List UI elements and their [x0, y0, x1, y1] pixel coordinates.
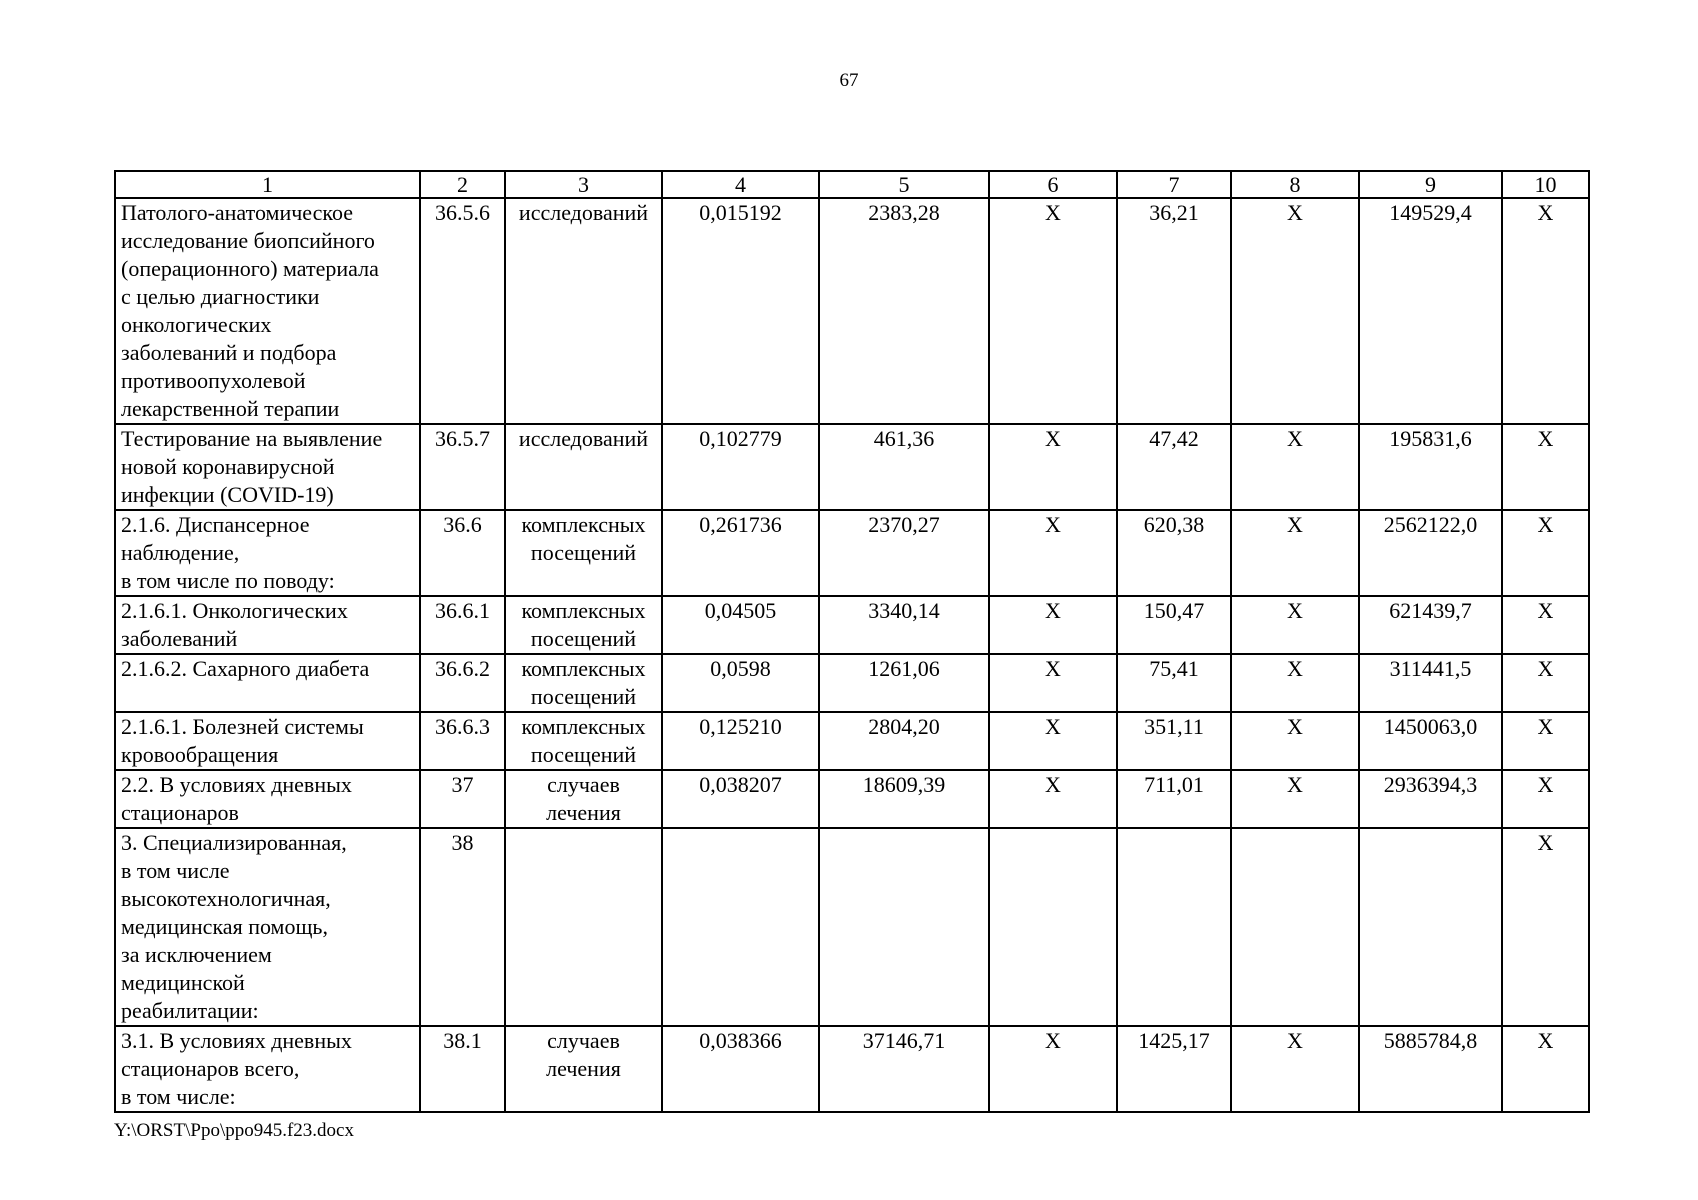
cell-text: 2.1.6. Диспансерное наблюдение, в том числе по поводу: — [121, 512, 335, 593]
header-cell-3: 3 — [505, 171, 662, 198]
row-value-cell-8 — [1231, 1026, 1359, 1112]
row-unit-cell — [505, 596, 662, 654]
row-value-cell-5 — [819, 596, 989, 654]
cell-text: 620,38 — [1143, 512, 1205, 537]
row-value-cell-7 — [1117, 198, 1231, 424]
row-value-cell-8 — [1231, 510, 1359, 596]
row-name-cell — [115, 654, 420, 712]
row-value-cell-10 — [1502, 654, 1589, 712]
cell-text: Х — [1045, 656, 1061, 681]
cell-text: Х — [1045, 598, 1061, 623]
row-name-cell — [115, 770, 420, 828]
cell-text: 1261,06 — [868, 656, 940, 681]
cell-text: 0,261736 — [699, 512, 782, 537]
cell-text: Х — [1537, 714, 1554, 739]
row-code-cell — [420, 1026, 505, 1112]
row-value-cell-9 — [1359, 770, 1502, 828]
row-value-cell-8 — [1231, 424, 1359, 510]
row-value-cell-6 — [989, 198, 1117, 424]
row-value-cell-6 — [989, 1026, 1117, 1112]
cell-text: Х — [1287, 772, 1303, 797]
header-cell-8: 8 — [1231, 171, 1359, 198]
cell-text: Х — [1045, 426, 1061, 451]
header-cell-6: 6 — [989, 171, 1117, 198]
header-cell-9: 9 — [1359, 171, 1502, 198]
cell-text: 1425,17 — [1138, 1028, 1210, 1053]
cell-text: 36.6 — [443, 512, 482, 537]
row-value-cell-4 — [662, 424, 819, 510]
cell-text: Х — [1537, 426, 1554, 451]
row-value-cell-5 — [819, 1026, 989, 1112]
table-header-row — [115, 171, 1589, 198]
page-number: 67 — [839, 70, 859, 91]
row-value-cell-7 — [1117, 424, 1231, 510]
cell-text: Х — [1045, 772, 1061, 797]
row-unit-cell — [505, 510, 662, 596]
row-value-cell-4 — [662, 654, 819, 712]
row-unit-cell — [505, 770, 662, 828]
row-value-cell-10 — [1502, 828, 1589, 1026]
row-name-cell — [115, 828, 420, 1026]
cell-text: Х — [1537, 200, 1554, 225]
header-cell-7: 7 — [1117, 171, 1231, 198]
cell-text: 37146,71 — [862, 1028, 946, 1053]
row-value-cell-8 — [1231, 828, 1359, 1026]
cell-text: Х — [1537, 598, 1554, 623]
cell-text: Х — [1045, 714, 1061, 739]
cell-text: 311441,5 — [1389, 656, 1472, 681]
cell-text: 0,015192 — [699, 200, 782, 225]
cell-text: Х — [1287, 426, 1303, 451]
cell-text: 36,21 — [1149, 200, 1199, 225]
table-row — [115, 510, 1589, 596]
row-value-cell-8 — [1231, 712, 1359, 770]
row-value-cell-10 — [1502, 1026, 1589, 1112]
row-value-cell-10 — [1502, 424, 1589, 510]
cell-text: 711,01 — [1144, 772, 1204, 797]
row-value-cell-6 — [989, 424, 1117, 510]
cell-text: Х — [1045, 1028, 1061, 1053]
row-value-cell-6 — [989, 654, 1117, 712]
row-unit-cell — [505, 424, 662, 510]
table-row — [115, 424, 1589, 510]
row-unit-cell — [505, 828, 662, 1026]
cell-text: комплексных посещений — [521, 598, 646, 651]
row-code-cell — [420, 198, 505, 424]
cell-text: 2383,28 — [868, 200, 940, 225]
row-value-cell-4 — [662, 770, 819, 828]
cell-text: комплексных посещений — [521, 656, 646, 709]
table-row — [115, 1026, 1589, 1112]
cell-text: Х — [1287, 200, 1303, 225]
row-value-cell-7 — [1117, 510, 1231, 596]
cell-text: Х — [1287, 714, 1303, 739]
row-value-cell-5 — [819, 510, 989, 596]
row-code-cell — [420, 712, 505, 770]
cell-text: 2.1.6.1. Болезней системы кровообращения — [121, 714, 364, 767]
row-name-cell — [115, 510, 420, 596]
table-row — [115, 712, 1589, 770]
cell-text: 36.6.2 — [435, 656, 490, 681]
cell-text: Х — [1045, 200, 1061, 225]
cell-text: 36.6.1 — [435, 598, 490, 623]
row-value-cell-5 — [819, 654, 989, 712]
row-value-cell-5 — [819, 770, 989, 828]
cell-text: 38.1 — [443, 1028, 482, 1053]
row-unit-cell — [505, 198, 662, 424]
cell-text: 0,038207 — [699, 772, 782, 797]
row-value-cell-7 — [1117, 828, 1231, 1026]
row-value-cell-9 — [1359, 654, 1502, 712]
cell-text: Х — [1537, 772, 1554, 797]
cell-text: случаев лечения — [546, 772, 621, 825]
row-value-cell-4 — [662, 712, 819, 770]
cell-text: Х — [1537, 656, 1554, 681]
row-value-cell-5 — [819, 424, 989, 510]
row-value-cell-6 — [989, 596, 1117, 654]
cell-text: 621439,7 — [1389, 598, 1472, 623]
cell-text: 36.6.3 — [435, 714, 490, 739]
cell-text: 2936394,3 — [1383, 772, 1478, 797]
cell-text: 3.1. В условиях дневных стационаров всего, в том числе: — [121, 1028, 352, 1109]
row-value-cell-7 — [1117, 596, 1231, 654]
header-cell-1: 1 — [115, 171, 420, 198]
row-name-cell — [115, 424, 420, 510]
row-value-cell-6 — [989, 510, 1117, 596]
row-value-cell-8 — [1231, 596, 1359, 654]
cell-text: 5885784,8 — [1383, 1028, 1478, 1053]
table-row — [115, 198, 1589, 424]
row-value-cell-10 — [1502, 712, 1589, 770]
row-value-cell-4 — [662, 510, 819, 596]
row-value-cell-6 — [989, 770, 1117, 828]
cell-text: 2.2. В условиях дневных стационаров — [121, 772, 352, 825]
cell-text: случаев лечения — [546, 1028, 621, 1081]
cell-text: 2.1.6.2. Сахарного диабета — [121, 656, 370, 681]
cell-text: 195831,6 — [1389, 426, 1472, 451]
cell-text: Х — [1045, 512, 1061, 537]
cell-text: 0,04505 — [704, 598, 777, 623]
header-cell-4: 4 — [662, 171, 819, 198]
row-value-cell-4 — [662, 198, 819, 424]
cell-text: Х — [1287, 512, 1303, 537]
cell-text: 2370,27 — [868, 512, 940, 537]
row-value-cell-5 — [819, 712, 989, 770]
cell-text: 3340,14 — [868, 598, 940, 623]
row-value-cell-6 — [989, 828, 1117, 1026]
cell-text: 0,038366 — [699, 1028, 782, 1053]
cell-text: Х — [1287, 598, 1303, 623]
cell-text: 150,47 — [1143, 598, 1205, 623]
cell-text: 36.5.6 — [435, 200, 490, 225]
row-code-cell — [420, 828, 505, 1026]
cell-text: комплексных посещений — [521, 512, 646, 565]
cell-text: 0,0598 — [710, 656, 771, 681]
row-name-cell — [115, 596, 420, 654]
row-value-cell-10 — [1502, 510, 1589, 596]
cell-text: комплексных посещений — [521, 714, 646, 767]
row-unit-cell — [505, 654, 662, 712]
row-unit-cell — [505, 712, 662, 770]
cell-text: 2.1.6.1. Онкологических заболеваний — [121, 598, 348, 651]
row-value-cell-5 — [819, 828, 989, 1026]
row-code-cell — [420, 770, 505, 828]
cell-text: 2562122,0 — [1383, 512, 1478, 537]
row-code-cell — [420, 510, 505, 596]
table-row — [115, 596, 1589, 654]
cell-text: 37 — [451, 772, 474, 797]
cell-text: Х — [1537, 512, 1554, 537]
header-cell-5: 5 — [819, 171, 989, 198]
row-code-cell — [420, 654, 505, 712]
cell-text: 1450063,0 — [1383, 714, 1478, 739]
row-value-cell-8 — [1231, 654, 1359, 712]
cell-text: Х — [1287, 1028, 1303, 1053]
row-value-cell-4 — [662, 596, 819, 654]
document-file-path: Y:\ORST\Ppo\ppo945.f23.docx — [114, 1120, 354, 1141]
row-value-cell-4 — [662, 828, 819, 1026]
row-value-cell-7 — [1117, 712, 1231, 770]
row-code-cell — [420, 424, 505, 510]
row-value-cell-7 — [1117, 1026, 1231, 1112]
row-value-cell-10 — [1502, 198, 1589, 424]
table-row — [115, 654, 1589, 712]
cell-text: 3. Специализированная, в том числе высокотехнологичная, медицинская помощь, за исключением медицинской реабилитации: — [121, 830, 347, 1023]
cell-text: 461,36 — [873, 426, 935, 451]
cell-text: Патолого-анатомическое исследование биопсийного (операционного) материала с целью диагностики онкологических заболеваний и подбора противоопухолевой лекарственной терапии — [121, 200, 379, 421]
row-value-cell-7 — [1117, 654, 1231, 712]
cell-text: 0,102779 — [699, 426, 782, 451]
row-code-cell — [420, 596, 505, 654]
row-value-cell-9 — [1359, 198, 1502, 424]
cell-text: Х — [1537, 830, 1554, 855]
row-value-cell-8 — [1231, 198, 1359, 424]
row-value-cell-9 — [1359, 1026, 1502, 1112]
cell-text: 351,11 — [1144, 714, 1204, 739]
cell-text: Х — [1537, 1028, 1554, 1053]
table-row — [115, 770, 1589, 828]
cell-text: 18609,39 — [862, 772, 946, 797]
header-cell-10: 10 — [1502, 171, 1589, 198]
data-table — [114, 170, 1590, 1113]
cell-text: 149529,4 — [1389, 200, 1472, 225]
row-value-cell-9 — [1359, 424, 1502, 510]
row-value-cell-4 — [662, 1026, 819, 1112]
row-value-cell-7 — [1117, 770, 1231, 828]
row-value-cell-8 — [1231, 770, 1359, 828]
cell-text: 38 — [451, 830, 474, 855]
cell-text: исследований — [518, 200, 649, 225]
row-name-cell — [115, 1026, 420, 1112]
cell-text: 47,42 — [1149, 426, 1199, 451]
table-row — [115, 828, 1589, 1026]
row-value-cell-6 — [989, 712, 1117, 770]
row-unit-cell — [505, 1026, 662, 1112]
row-name-cell — [115, 712, 420, 770]
row-name-cell — [115, 198, 420, 424]
cell-text: Тестирование на выявление новой коронавирусной инфекции (COVID-19) — [121, 426, 383, 507]
row-value-cell-10 — [1502, 770, 1589, 828]
row-value-cell-9 — [1359, 596, 1502, 654]
row-value-cell-9 — [1359, 828, 1502, 1026]
cell-text: 2804,20 — [868, 714, 940, 739]
cell-text: 36.5.7 — [435, 426, 490, 451]
row-value-cell-10 — [1502, 596, 1589, 654]
cell-text: Х — [1287, 656, 1303, 681]
header-cell-2: 2 — [420, 171, 505, 198]
row-value-cell-9 — [1359, 510, 1502, 596]
cell-text: 0,125210 — [699, 714, 782, 739]
row-value-cell-5 — [819, 198, 989, 424]
row-value-cell-9 — [1359, 712, 1502, 770]
cell-text: исследований — [518, 426, 649, 451]
cell-text: 75,41 — [1149, 656, 1199, 681]
